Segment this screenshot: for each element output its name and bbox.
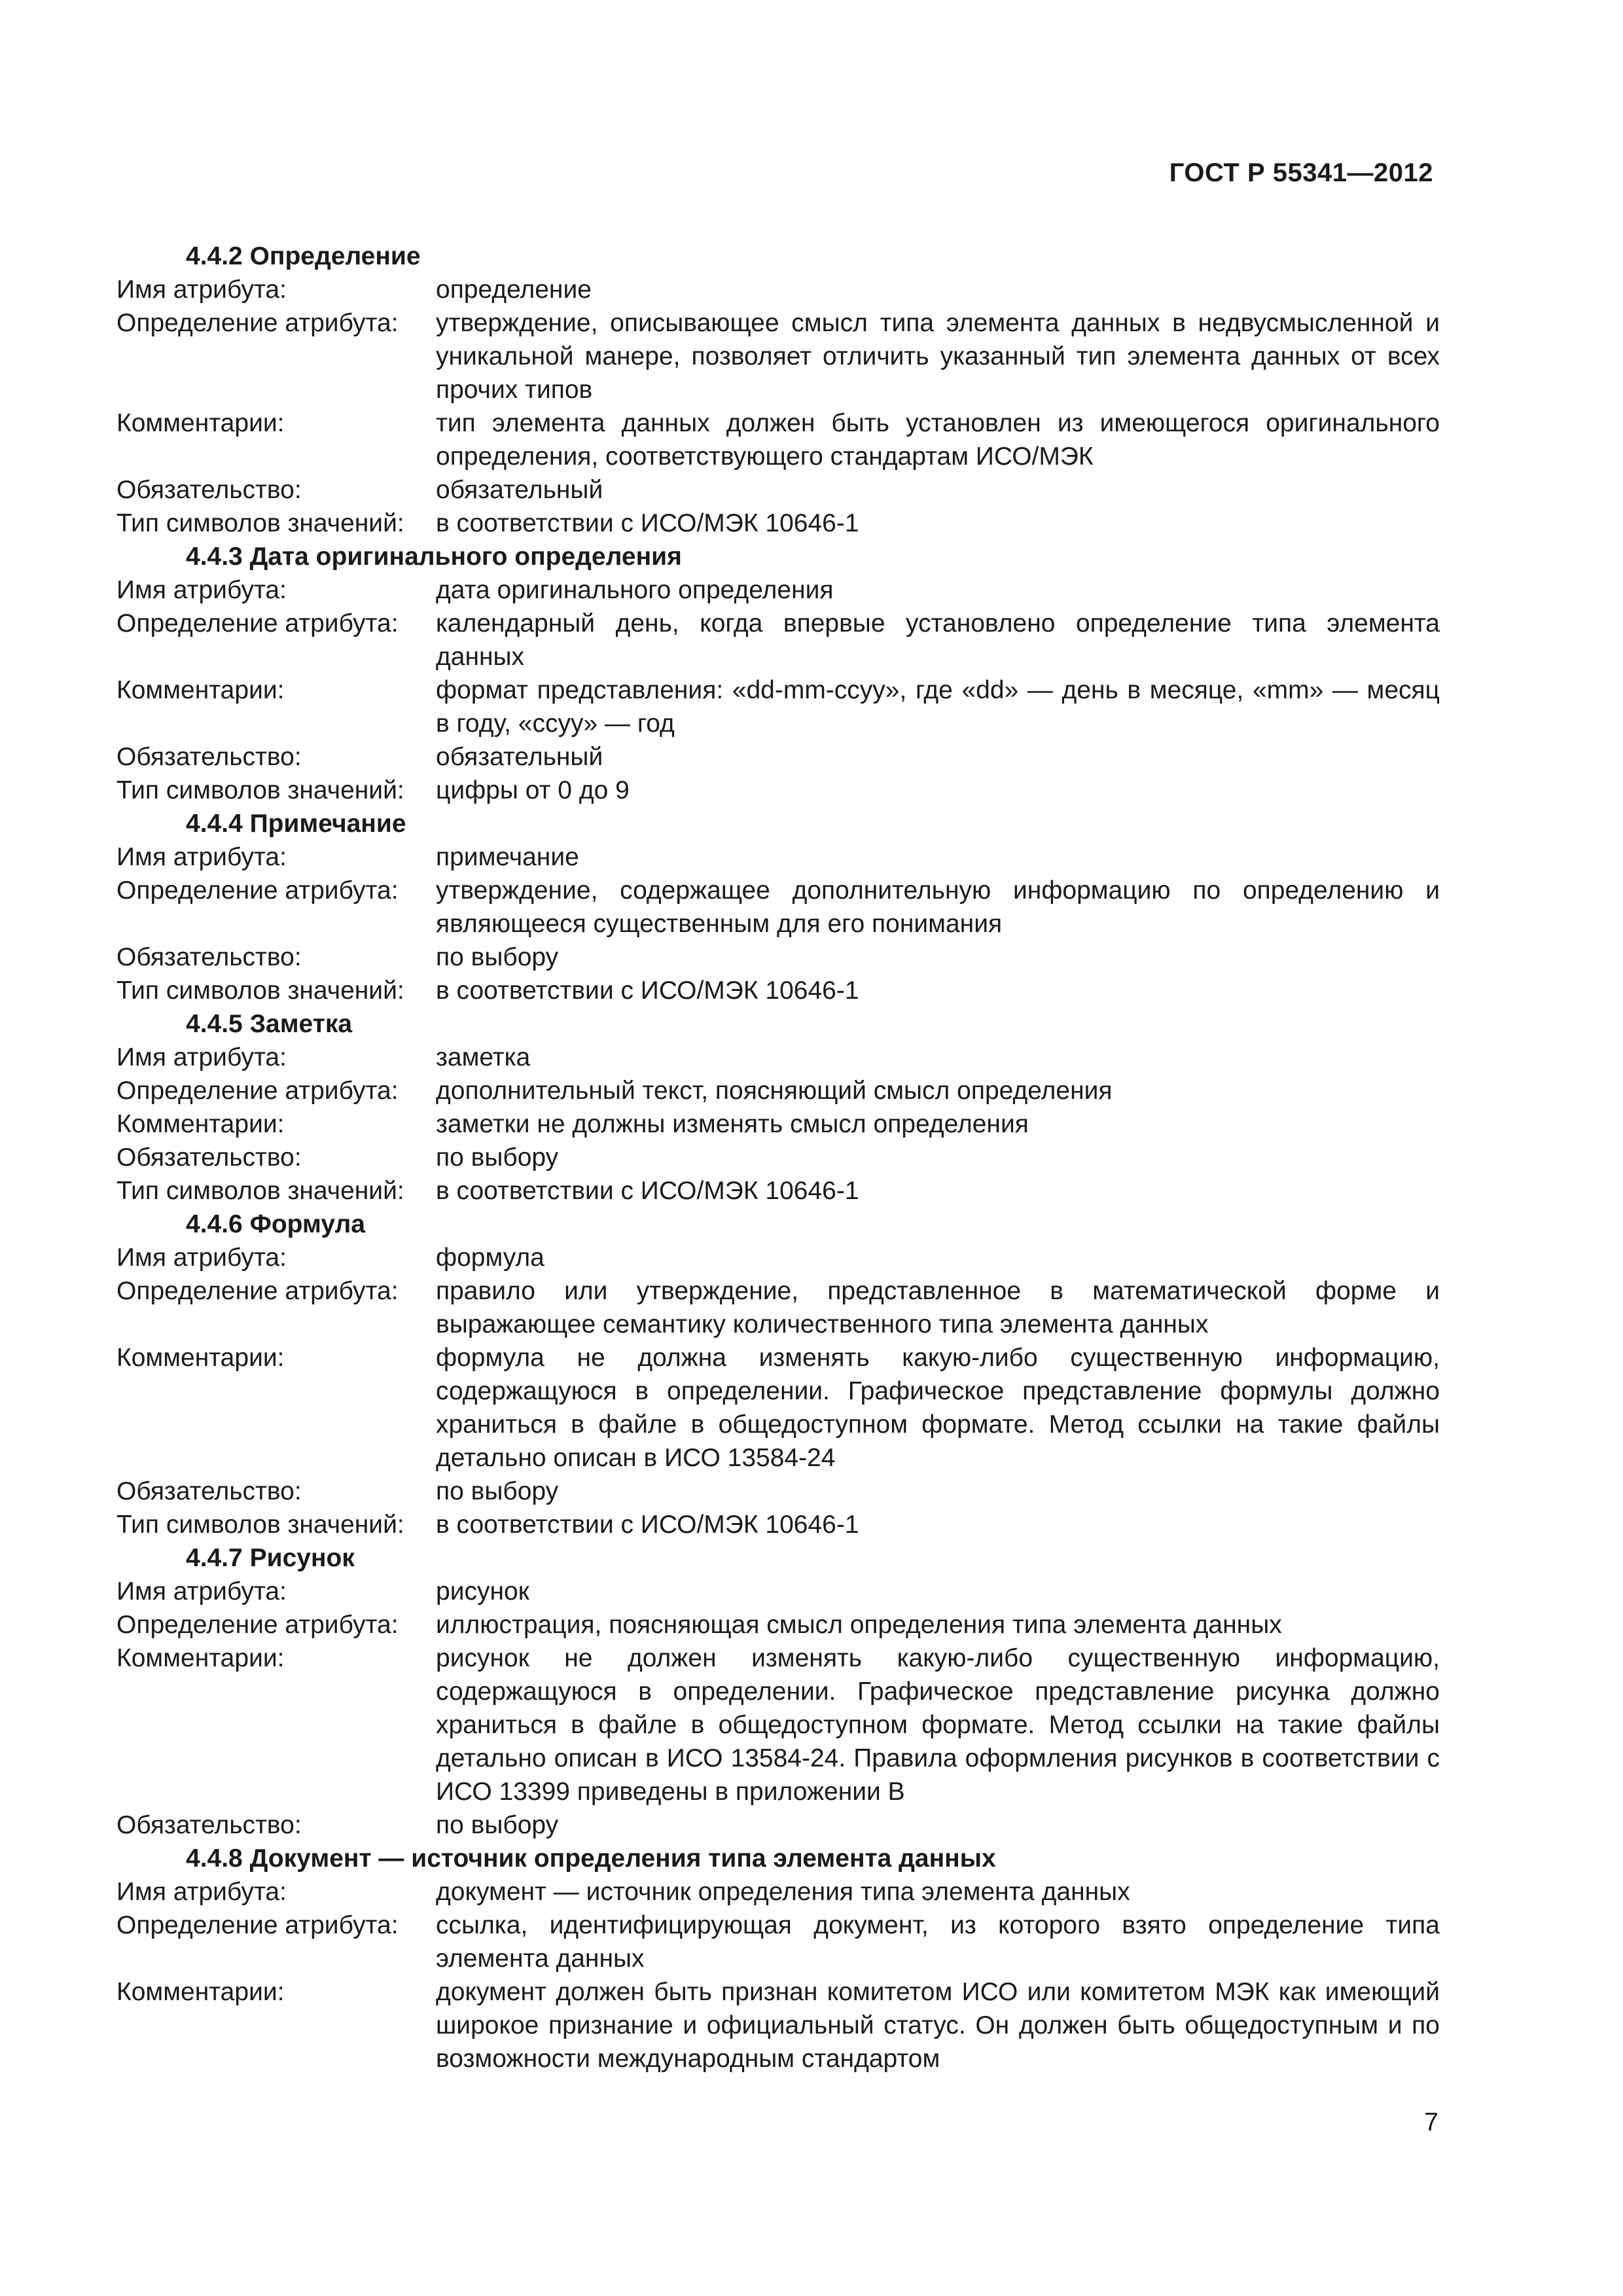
section-title: 4.4.3 Дата оригинального определения bbox=[186, 543, 682, 571]
attribute-section bbox=[116, 1007, 1440, 1208]
attribute-label: Определение атрибута: bbox=[116, 609, 399, 637]
attribute-section bbox=[116, 1541, 1440, 1842]
attribute-value: дата оригинального определения bbox=[436, 576, 834, 604]
attribute-row bbox=[116, 1241, 1440, 1274]
attribute-value: цифры от 0 до 9 bbox=[436, 776, 630, 804]
attribute-row bbox=[116, 607, 1440, 673]
attribute-row bbox=[116, 1875, 1440, 1909]
attribute-section bbox=[116, 540, 1440, 807]
attribute-value: в соответствии с ИСО/МЭК 10646-1 bbox=[436, 977, 859, 1005]
section-title: 4.4.5 Заметка bbox=[186, 1010, 353, 1038]
attribute-value: дополнительный текст, поясняющий смысл определения bbox=[436, 1077, 1113, 1105]
attribute-label: Определение атрибута: bbox=[116, 876, 399, 905]
attribute-value: формула не должна изменять какую-либо существенную информацию, содержащуюся в определении. Графическое представление формулы должно храниться в файле в общедоступном формате. Метод ссылки на такие файлы детально описан в ИСО 13584-24 bbox=[436, 1344, 1440, 1472]
attribute-row bbox=[116, 974, 1440, 1007]
attribute-row bbox=[116, 1041, 1440, 1074]
attribute-label: Определение атрибута: bbox=[116, 1911, 399, 1939]
attribute-value: календарный день, когда впервые установлено определение типа элемента данных bbox=[436, 609, 1440, 671]
attribute-row bbox=[116, 1174, 1440, 1208]
attribute-section bbox=[116, 1842, 1440, 2075]
attribute-value: по выбору bbox=[436, 1143, 559, 1172]
section-title: 4.4.6 Формула bbox=[186, 1210, 365, 1238]
attribute-row bbox=[116, 273, 1440, 306]
attribute-value: по выбору bbox=[436, 943, 559, 971]
attribute-value: утверждение, описывающее смысл типа элемента данных в недвусмысленной и уникальной манере, позволяет отличить указанный тип элемента данных от всех прочих типов bbox=[436, 309, 1440, 404]
attribute-row bbox=[116, 1575, 1440, 1608]
attribute-label: Тип символов значений: bbox=[116, 1511, 404, 1539]
attribute-label: Обязательство: bbox=[116, 1143, 302, 1172]
attribute-label: Тип символов значений: bbox=[116, 977, 404, 1005]
attribute-row bbox=[116, 1909, 1440, 1975]
attribute-row bbox=[116, 1641, 1440, 1808]
attribute-row bbox=[116, 1074, 1440, 1107]
attribute-row bbox=[116, 573, 1440, 607]
attribute-label: Определение атрибута: bbox=[116, 309, 399, 337]
document-code: ГОСТ Р 55341—2012 bbox=[1169, 158, 1433, 187]
attribute-row bbox=[116, 507, 1440, 540]
attribute-label: Определение атрибута: bbox=[116, 1277, 399, 1305]
attribute-value: определение bbox=[436, 276, 592, 304]
attribute-label: Комментарии: bbox=[116, 1110, 285, 1138]
attribute-label: Комментарии: bbox=[116, 1644, 285, 1672]
attribute-value: в соответствии с ИСО/МЭК 10646-1 bbox=[436, 509, 859, 537]
attribute-value: ссылка, идентифицирующая документ, из которого взято определение типа элемента данных bbox=[436, 1911, 1440, 1973]
attribute-row bbox=[116, 1274, 1440, 1341]
attribute-section bbox=[116, 1208, 1440, 1541]
attribute-value: обязательный bbox=[436, 743, 603, 771]
section-title: 4.4.2 Определение bbox=[186, 242, 421, 270]
attribute-label: Имя атрибута: bbox=[116, 843, 287, 871]
attribute-row bbox=[116, 1475, 1440, 1508]
attribute-label: Определение атрибута: bbox=[116, 1077, 399, 1105]
attribute-value: утверждение, содержащее дополнительную информацию по определению и являющееся существенным для его понимания bbox=[436, 876, 1440, 938]
section-title: 4.4.4 Примечание bbox=[186, 810, 406, 838]
attribute-value: заметки не должны изменять смысл определения bbox=[436, 1110, 1029, 1138]
attribute-value: формат представления: «dd-mm-ccyy», где «dd» — день в месяце, «mm» — месяц в году, «ccyy» — год bbox=[436, 676, 1440, 738]
attribute-section bbox=[116, 240, 1440, 540]
attribute-label: Обязательство: bbox=[116, 943, 302, 971]
attribute-value: формула bbox=[436, 1244, 544, 1272]
attribute-value: обязательный bbox=[436, 476, 603, 504]
attribute-value: в соответствии с ИСО/МЭК 10646-1 bbox=[436, 1511, 859, 1539]
attribute-value: тип элемента данных должен быть установлен из имеющегося оригинального определения, соответствующего стандартам ИСО/МЭК bbox=[436, 409, 1440, 471]
attribute-value: в соответствии с ИСО/МЭК 10646-1 bbox=[436, 1177, 859, 1205]
attribute-row bbox=[116, 941, 1440, 974]
attribute-row bbox=[116, 774, 1440, 807]
attribute-label: Имя атрибута: bbox=[116, 1577, 287, 1605]
attribute-label: Обязательство: bbox=[116, 476, 302, 504]
attribute-value: рисунок не должен изменять какую-либо существенную информацию, содержащуюся в определении. Графическое представление рисунка должно храниться в файле в общедоступном формате. Метод ссылки на такие файлы детально описан в ИСО 13584-24. Правила оформления рисунков в соответствии с ИСО 13399 приведены в приложении В bbox=[436, 1644, 1440, 1806]
attribute-label: Комментарии: bbox=[116, 1978, 285, 2006]
attribute-label: Определение атрибута: bbox=[116, 1611, 399, 1639]
section-title: 4.4.8 Документ — источник определения типа элемента данных bbox=[186, 1844, 996, 1873]
page-number: 7 bbox=[1424, 2108, 1438, 2136]
attribute-label: Имя атрибута: bbox=[116, 1043, 287, 1071]
attribute-value: примечание bbox=[436, 843, 579, 871]
attribute-row bbox=[116, 1808, 1440, 1842]
attribute-value: документ должен быть признан комитетом ИСО или комитетом МЭК как имеющий широкое признание и официальный статус. Он должен быть общедоступным и по возможности международным стандартом bbox=[436, 1978, 1440, 2073]
attribute-label: Комментарии: bbox=[116, 676, 285, 704]
section-title: 4.4.7 Рисунок bbox=[186, 1544, 355, 1572]
attribute-label: Тип символов значений: bbox=[116, 1177, 404, 1205]
attribute-label: Обязательство: bbox=[116, 743, 302, 771]
attribute-label: Имя атрибута: bbox=[116, 1244, 287, 1272]
attribute-value: по выбору bbox=[436, 1811, 559, 1839]
attribute-value: рисунок bbox=[436, 1577, 529, 1605]
attribute-row bbox=[116, 306, 1440, 406]
attribute-row bbox=[116, 1508, 1440, 1541]
attribute-row bbox=[116, 840, 1440, 874]
attribute-row bbox=[116, 1107, 1440, 1141]
attribute-row bbox=[116, 1141, 1440, 1174]
attribute-value: по выбору bbox=[436, 1477, 559, 1505]
attribute-row bbox=[116, 1341, 1440, 1475]
attribute-row bbox=[116, 673, 1440, 740]
attribute-value: документ — источник определения типа элемента данных bbox=[436, 1878, 1130, 1906]
attribute-row bbox=[116, 874, 1440, 941]
attribute-label: Обязательство: bbox=[116, 1477, 302, 1505]
attribute-label: Комментарии: bbox=[116, 1344, 285, 1372]
attribute-label: Имя атрибута: bbox=[116, 576, 287, 604]
attribute-row bbox=[116, 1975, 1440, 2075]
attribute-value: иллюстрация, поясняющая смысл определения типа элемента данных bbox=[436, 1611, 1282, 1639]
attribute-label: Тип символов значений: bbox=[116, 509, 404, 537]
attribute-row bbox=[116, 1608, 1440, 1641]
attribute-value: правило или утверждение, представленное в математической форме и выражающее семантику количественного типа элемента данных bbox=[436, 1277, 1440, 1338]
attribute-row bbox=[116, 473, 1440, 507]
attribute-label: Обязательство: bbox=[116, 1811, 302, 1839]
attribute-label: Тип символов значений: bbox=[116, 776, 404, 804]
attribute-label: Имя атрибута: bbox=[116, 276, 287, 304]
document-body bbox=[116, 240, 1440, 2075]
attribute-section bbox=[116, 807, 1440, 1007]
attribute-value: заметка bbox=[436, 1043, 531, 1071]
attribute-row bbox=[116, 740, 1440, 774]
attribute-row bbox=[116, 406, 1440, 473]
attribute-label: Имя атрибута: bbox=[116, 1878, 287, 1906]
attribute-label: Комментарии: bbox=[116, 409, 285, 437]
